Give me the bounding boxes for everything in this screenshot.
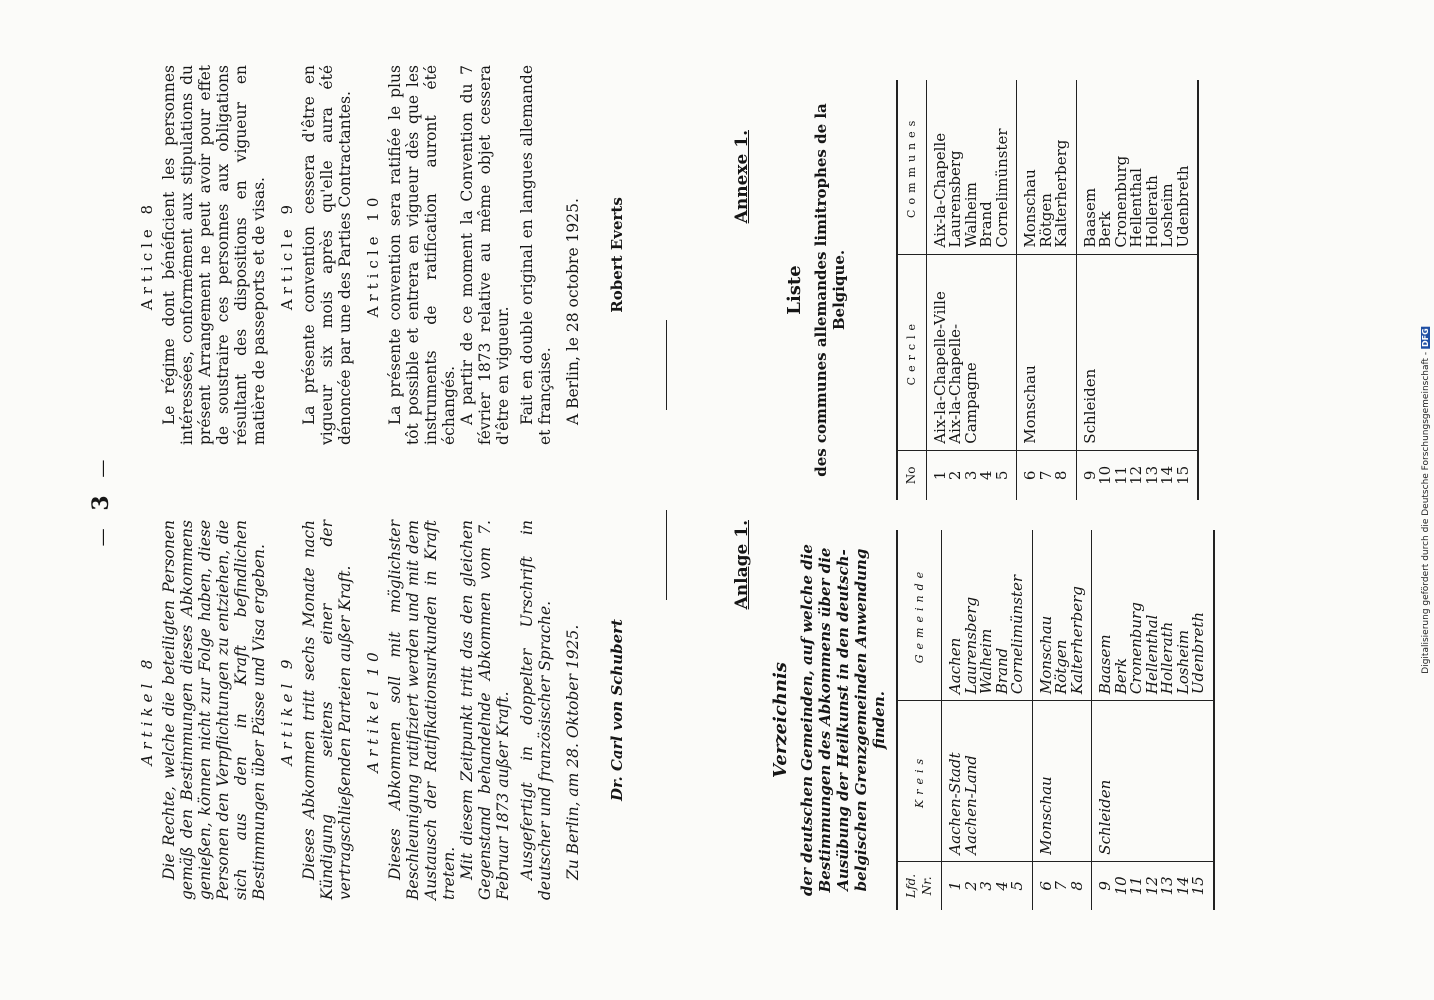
row-numbers: 1 2 3 4 5 bbox=[942, 861, 1033, 910]
german-text-column bbox=[128, 520, 626, 900]
annexe-header-communes: Communes bbox=[897, 80, 926, 254]
german-article-8-text: Die Rechte, welche die beteiligten Personen gemäß den Bestimmungen dieses Abkommens genießen, können nicht zur Folge haben, diese Personen den Verpflichtungen zu entziehen, die sich aus den in Kraft befindlichen Bestimmungen über Pässe und Visa ergeben. bbox=[160, 520, 268, 900]
french-article-9-heading: Article 9 bbox=[278, 199, 296, 311]
row-gemeinden: Aachen Laurensberg Walheim Brand Cornelimünster bbox=[942, 530, 1033, 701]
anlage-header-nr: Lfd. Nr. bbox=[897, 861, 942, 910]
table-row bbox=[1032, 530, 1092, 910]
row-communes: Monschau Rötgen Kalterherberg bbox=[1017, 80, 1077, 254]
page-number: — 3 — bbox=[88, 453, 114, 547]
row-communes: Baasem Berk Cronenburg Hellenthal Hollerath Losheim Udenbreth bbox=[1076, 80, 1198, 254]
french-signature: Robert Everts bbox=[608, 197, 626, 313]
row-gemeinden: Monschau Rötgen Kalterherberg bbox=[1032, 530, 1092, 701]
french-article-10-p2: A partir de ce moment la Convention du 7 février 1873 relative au même objet cessera d'être en vigueur. bbox=[458, 65, 512, 445]
row-gemeinden: Baasem Berk Cronenburg Hellenthal Hollerath Losheim Udenbreth bbox=[1092, 530, 1214, 701]
german-article-8-heading: Artikel 8 bbox=[138, 654, 156, 766]
french-article-10-p1: La présente convention sera ratifiée le plus tôt possible et entrera en vigueur dès que les instruments de ratification auront été échangés. bbox=[386, 65, 458, 445]
table-row bbox=[926, 80, 1017, 500]
annexe-table bbox=[896, 80, 1199, 500]
german-article-10-heading: Artikel 10 bbox=[364, 647, 382, 773]
dfg-logo: DFG bbox=[1421, 328, 1430, 347]
anlage-header-gemeinde: Gemeinde bbox=[897, 530, 942, 701]
french-separator-rule bbox=[666, 320, 667, 410]
anlage-subtitle: der deutschen Gemeinden, auf welche die Bestimmungen des Abkommens über die Ausübung der Heilkunst in den deutsch-belgischen Grenzgemeinden Anwendung finden. bbox=[798, 544, 888, 896]
german-separator-rule bbox=[666, 510, 667, 600]
table-row bbox=[1017, 80, 1077, 500]
row-numbers: 1 2 3 4 5 bbox=[926, 450, 1017, 500]
row-numbers: 6 7 8 bbox=[1017, 450, 1077, 500]
german-date: Zu Berlin, am 28. Oktober 1925. bbox=[564, 624, 582, 880]
anlage-header-kreis: Kreis bbox=[897, 701, 942, 862]
french-article-10-p3: Fait en double original en langues allemande et française. bbox=[518, 65, 554, 445]
row-cercle: Aix-la-Chapelle-Ville Aix-la-Chapelle-Campagne bbox=[926, 254, 1017, 450]
row-kreis: Aachen-Stadt Aachen-Land bbox=[942, 701, 1033, 862]
german-article-9-text: Dieses Abkommen tritt sechs Monate nach Kündigung seitens einer der vertragschließenden Parteien außer Kraft. bbox=[300, 520, 354, 900]
french-date: A Berlin, le 28 octobre 1925. bbox=[564, 198, 582, 425]
row-kreis: Schleiden bbox=[1092, 701, 1214, 862]
row-numbers: 9 10 11 12 13 14 15 bbox=[1076, 450, 1198, 500]
french-article-8-heading: Article 8 bbox=[138, 199, 156, 311]
german-article-10-p3: Ausgefertigt in doppelter Urschrift in deutscher und französischer Sprache. bbox=[518, 520, 554, 900]
table-row bbox=[942, 530, 1033, 910]
annexe-subtitle: des communes allemandes limitrophes de la Belgique. bbox=[812, 103, 848, 477]
row-numbers: 9 10 11 12 13 14 15 bbox=[1092, 861, 1214, 910]
table-row bbox=[1092, 530, 1214, 910]
credit-text: Digitalisierung gefördert durch die Deutsche Forschungsgemeinschaft - bbox=[1421, 351, 1431, 674]
row-cercle: Monschau bbox=[1017, 254, 1077, 450]
annexe-title: Liste bbox=[784, 265, 805, 315]
row-kreis: Monschau bbox=[1032, 701, 1092, 862]
row-cercle: Schleiden bbox=[1076, 254, 1198, 450]
anlage-label: Anlage 1. bbox=[732, 520, 752, 610]
annexe-header-cercle: Cercle bbox=[897, 254, 926, 450]
annexe-label: Annexe 1. bbox=[732, 130, 752, 224]
german-article-10-p2: Mit diesem Zeitpunkt tritt das den gleichen Gegenstand behandelnde Abkommen vom 7. Februar 1873 außer Kraft. bbox=[458, 520, 512, 900]
table-row bbox=[1076, 80, 1198, 500]
french-text-column bbox=[128, 65, 626, 445]
german-article-9-heading: Artikel 9 bbox=[278, 654, 296, 766]
anlage-table bbox=[896, 530, 1215, 910]
annexe-header-no: No bbox=[897, 450, 926, 500]
french-article-8-text: Le régime dont bénéficient les personnes intéressées, conformément aux stipulations du présent Arrangement ne peut avoir pour effet de soustraire ces personnes aux obligations résultant des dispositions en vigueur en matière de passeports et de visas. bbox=[160, 65, 268, 445]
row-communes: Aix-la-Chapelle Laurensberg Walheim Brand Cornelimünster bbox=[926, 80, 1017, 254]
french-article-9-text: La présente convention cessera d'être en vigueur six mois après qu'elle aura été dénoncée par une des Parties Contractantes. bbox=[300, 65, 354, 445]
digitization-credit bbox=[1421, 326, 1431, 673]
french-article-10-heading: Article 10 bbox=[364, 192, 382, 318]
row-numbers: 6 7 8 bbox=[1032, 861, 1092, 910]
german-article-10-p1: Dieses Abkommen soll mit möglichster Beschleunigung ratifiziert werden und mit dem Austausch der Ratifikationsurkunden in Kraft treten. bbox=[386, 520, 458, 900]
anlage-title: Verzeichnis bbox=[770, 662, 791, 778]
german-signature: Dr. Carl von Schubert bbox=[608, 619, 626, 801]
